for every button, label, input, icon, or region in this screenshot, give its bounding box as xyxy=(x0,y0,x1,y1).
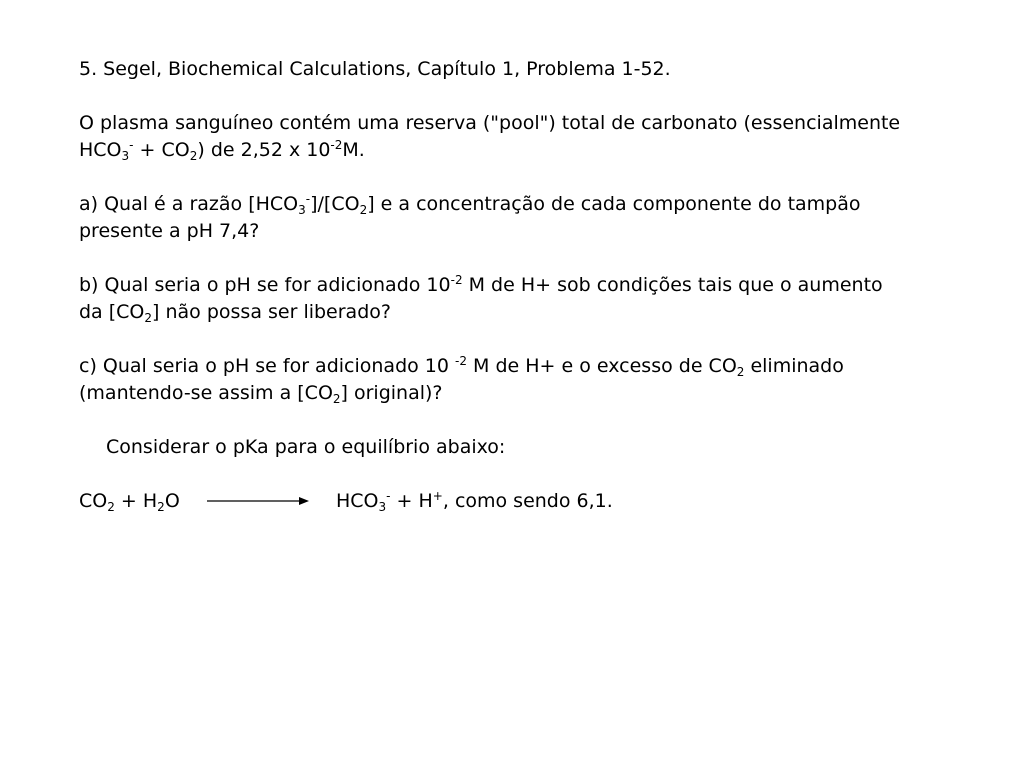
question-c-line-2 xyxy=(79,380,979,407)
intro-text-unit: M. xyxy=(342,139,365,161)
superscript: -2 xyxy=(450,273,463,287)
subscript: 2 xyxy=(157,500,165,514)
question-a-text: ]/[CO xyxy=(310,193,360,215)
question-b-text: da [CO xyxy=(79,301,145,323)
subscript: 2 xyxy=(332,392,341,406)
slide-content xyxy=(79,56,979,515)
intro-text-co: + CO xyxy=(133,139,190,161)
question-c-text: c) Qual seria o pH se for adicionado 10 xyxy=(79,355,456,377)
question-c-line-1 xyxy=(79,353,979,380)
reaction-pka-text: , como sendo 6,1. xyxy=(442,490,613,512)
intro-text-value: ) de 2,52 x 10 xyxy=(197,139,331,161)
question-a-text: ] e a concentração de cada componente do tampão xyxy=(367,193,861,215)
question-c-text: eliminado xyxy=(744,355,844,377)
subscript: 2 xyxy=(189,149,198,163)
reaction-reactants xyxy=(79,488,180,515)
question-c-text: M de H+ e o excesso de CO xyxy=(467,355,737,377)
reactant-o: O xyxy=(164,490,180,512)
subscript: 2 xyxy=(144,311,153,325)
question-c-text: (mantendo-se assim a [CO xyxy=(79,382,333,404)
question-a-text: a) Qual é a razão [HCO xyxy=(79,193,299,215)
superscript: -2 xyxy=(330,138,343,152)
superscript: - xyxy=(129,138,134,152)
consider-instruction xyxy=(79,434,979,461)
intro-line-2 xyxy=(79,137,979,164)
subscript: 2 xyxy=(359,203,368,217)
question-a xyxy=(79,191,979,245)
subscript: 3 xyxy=(298,203,306,217)
consider-text: Considerar o pKa para o equilíbrio abaixo: xyxy=(106,436,506,458)
reaction-products xyxy=(336,488,613,515)
superscript: -2 xyxy=(455,354,467,368)
superscript: - xyxy=(386,489,391,503)
subscript: 3 xyxy=(378,500,387,514)
question-a-line-2: presente a pH 7,4? xyxy=(79,220,260,242)
reactant-co: CO xyxy=(79,490,108,512)
problem-heading xyxy=(79,56,979,83)
question-b-line-2 xyxy=(79,299,979,326)
question-b-text: ] não possa ser liberado? xyxy=(152,301,391,323)
intro-paragraph xyxy=(79,110,979,164)
reaction-arrow-icon xyxy=(207,488,309,515)
heading-text: 5. Segel, Biochemical Calculations, Capítulo 1, Problema 1-52. xyxy=(79,58,671,80)
intro-line-1: O plasma sanguíneo contém uma reserva ("pool") total de carbonato (essencialmente xyxy=(79,112,901,134)
product-h: + H xyxy=(390,490,433,512)
question-b-text: M de H+ sob condições tais que o aumento xyxy=(462,274,883,296)
question-c-text: ] original)? xyxy=(340,382,443,404)
superscript: + xyxy=(432,489,443,503)
reaction-equation xyxy=(79,488,979,515)
question-b-text: b) Qual seria o pH se for adicionado 10 xyxy=(79,274,451,296)
subscript: 2 xyxy=(736,365,745,379)
intro-text-hco: HCO xyxy=(79,139,122,161)
subscript: 3 xyxy=(121,149,130,163)
subscript: 2 xyxy=(107,500,115,514)
reactant-h: + H xyxy=(114,490,158,512)
product-hco: HCO xyxy=(336,490,379,512)
question-b-line-1 xyxy=(79,272,979,299)
question-c xyxy=(79,353,979,407)
question-b xyxy=(79,272,979,326)
question-a-line-1 xyxy=(79,191,979,218)
superscript: - xyxy=(305,192,311,206)
